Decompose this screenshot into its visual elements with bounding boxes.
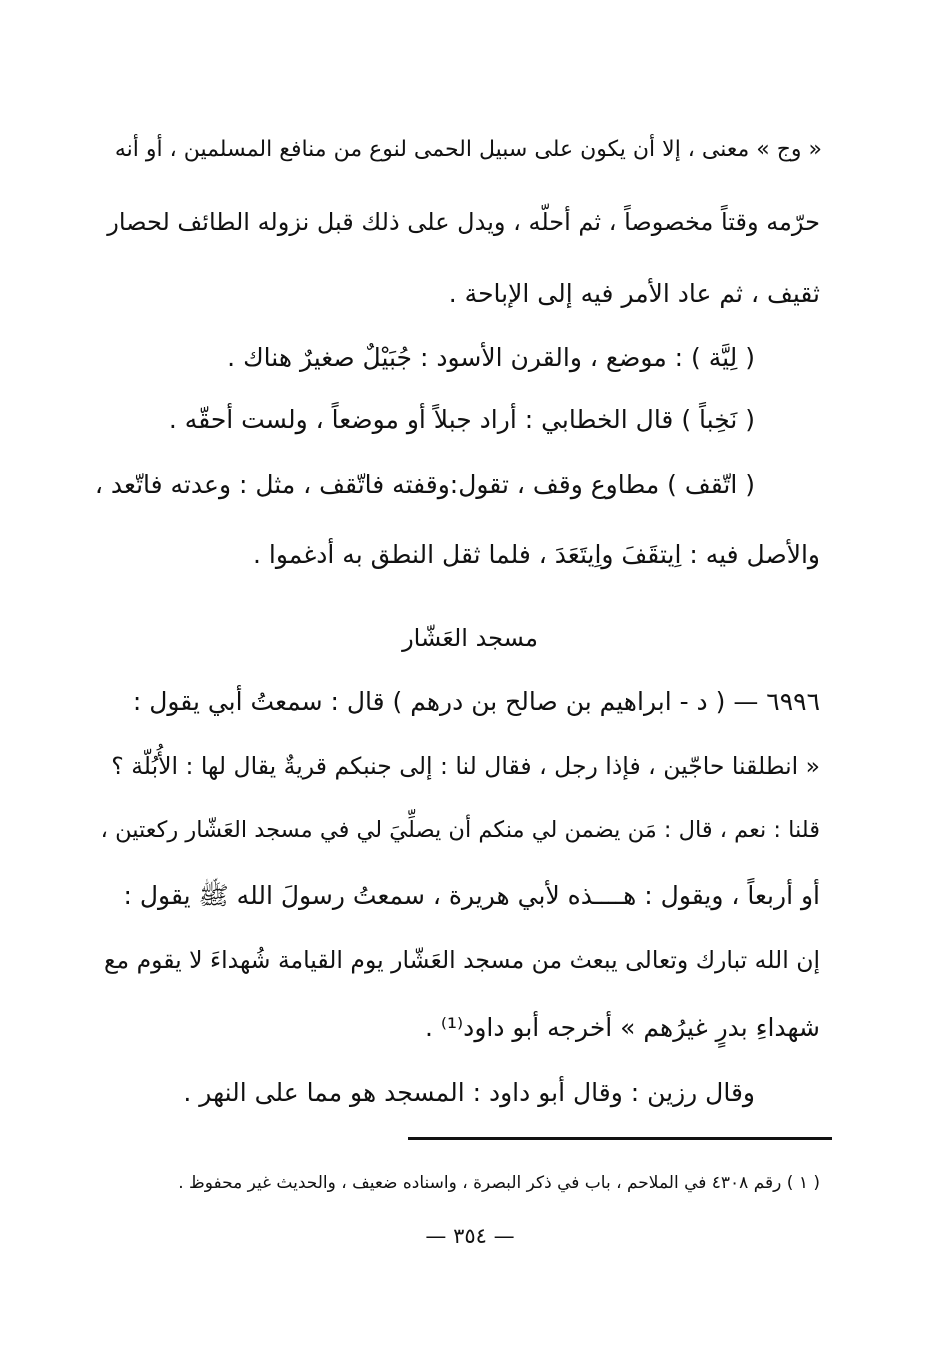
body-line-1: « وج » معنى ، إلا أن يكون على سبيل الحمى لنوع من منافع المسلمين ، أو أنه — [114, 137, 822, 162]
footnote-separator — [408, 1137, 832, 1140]
body-line-7: والأصل فيه : اِيتقَفَ واِيتَعَدَ ، فلما ثقل النطق به أدغموا . — [253, 540, 820, 569]
hadith-line-6: شهداءِ بدرٍ غيرُهم » أخرجه أبو داود⁽¹⁾ . — [424, 1013, 820, 1042]
hadith-line-4: أو أربعاً ، ويقول : هــــذه لأبي هريرة ، سمعتُ رسولَ الله ﷺ يقول : — [123, 881, 820, 910]
page-number: — ٣٥٤ — — [425, 1224, 515, 1248]
body-line-4: ( لِيَّة ) : موضع ، والقرن الأسود : جُبَيْلٌ صغيرٌ هناك . — [227, 343, 755, 372]
body-line-5: ( نَخِباً ) قال الخطابي : أراد جبلاً أو موضعاً ، ولست أحقّه . — [168, 405, 755, 434]
hadith-line-1: ٦٩٩٦ — ( د - ابراهيم بن صالح بن درهم ) قال : سمعتُ أبي يقول : — [132, 687, 820, 716]
body-line-6: ( اتّقف ) مطاوع وقف ، تقول:وقفته فاتّقف ، مثل : وعدته فاتّعد ، — [94, 470, 755, 499]
hadith-line-7: وقال رزين : وقال أبو داود : المسجد هو مما على النهر . — [183, 1078, 755, 1107]
section-heading: مسجد العَشّار — [402, 624, 538, 652]
footnote: ( ١ ) رقم ٤٣٠٨ في الملاحم ، باب في ذكر البصرة ، واسناده ضعيف ، والحديث غير محفوظ . — [178, 1173, 820, 1193]
body-line-2: حرّمه وقتاً مخصوصاً ، ثم أحلّه ، ويدل على ذلك قبل نزوله الطائف لحصار — [107, 208, 820, 236]
body-line-3: ثقيف ، ثم عاد الأمر فيه إلى الإباحة . — [448, 279, 820, 308]
hadith-line-5: إن الله تبارك وتعالى يبعث من مسجد العَشّار يوم القيامة شُهداءَ لا يقوم مع — [104, 946, 820, 974]
hadith-line-2: « انطلقنا حاجّين ، فإذا رجل ، فقال لنا : إلى جنبكم قريةٌ يقال لها : الأُبُلّة ؟ — [111, 752, 820, 780]
hadith-line-3: قلنا : نعم ، قال : مَن يضمن لي منكم أن يصلِّيَ لي في مسجد العَشّار ركعتين ، — [100, 817, 820, 843]
